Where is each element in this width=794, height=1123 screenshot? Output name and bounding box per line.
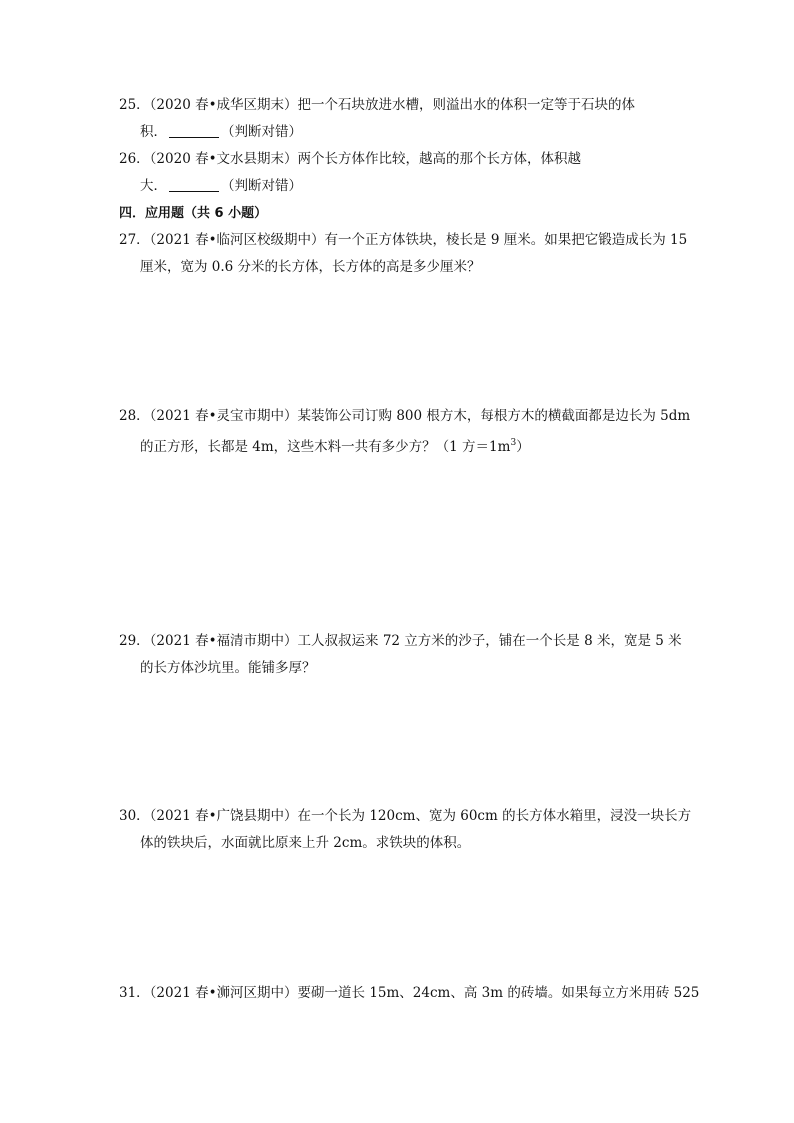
question-30-line-1: 30．（2021 春•广饶县期中）在一个长为 120cm、宽为 60cm 的长方体水箱里，浸没一块长方 [119, 808, 692, 824]
question-29 [119, 628, 682, 682]
answer-blank[interactable] [169, 190, 219, 192]
question-30-line-2: 体的铁块后，水面就比原来上升 2cm。求铁块的体积。 [140, 835, 471, 851]
question-26-line-1: 26．（2020 春•文水县期末）两个长方体作比较，越高的那个长方体，体积越 [119, 151, 582, 167]
question-30 [119, 803, 692, 857]
question-27-line-2: 厘米，宽为 0.6 分米的长方体，长方体的高是多少厘米？ [140, 259, 481, 275]
question-25-line-1: 25．（2020 春•成华区期末）把一个石块放进水槽，则溢出水的体积一定等于石块的体 [119, 97, 636, 113]
question-28-line-1: 28．（2021 春•灵宝市期中）某装饰公司订购 800 根方木，每根方木的横截面都是边长为 5dm [119, 408, 691, 424]
question-27 [119, 227, 688, 281]
question-28-line-2: 的正方形，长都是 4m，这些木料一共有多少方？（1 方$=1m^3$） [140, 438, 530, 455]
question-28 [119, 403, 691, 461]
question-27-line-1: 27．（2021 春•临河区校级期中）有一个正方体铁块，棱长是 9 厘米。如果把它锻造成长为 15 [119, 232, 688, 248]
question-26 [119, 146, 677, 200]
question-31 [119, 980, 700, 1007]
question-31-line-1: 31．（2021 春•浉河区期中）要砌一道长 15m、24cm、高 3m 的砖墙。如果每立方米用砖 525 [119, 985, 700, 1001]
answer-blank[interactable] [169, 136, 219, 138]
question-26-line-2: 大． （判断对错） [140, 178, 302, 194]
question-25 [119, 92, 677, 146]
section-heading: 四．应用题（共 6 小题） [119, 206, 268, 221]
question-25-line-2: 积． （判断对错） [140, 124, 302, 140]
question-29-line-1: 29．（2021 春•福清市期中）工人叔叔运来 72 立方米的沙子，铺在一个长是 8 米，宽是 5 米 [119, 633, 682, 649]
question-29-line-2: 的长方体沙坑里。能铺多厚？ [140, 660, 316, 676]
